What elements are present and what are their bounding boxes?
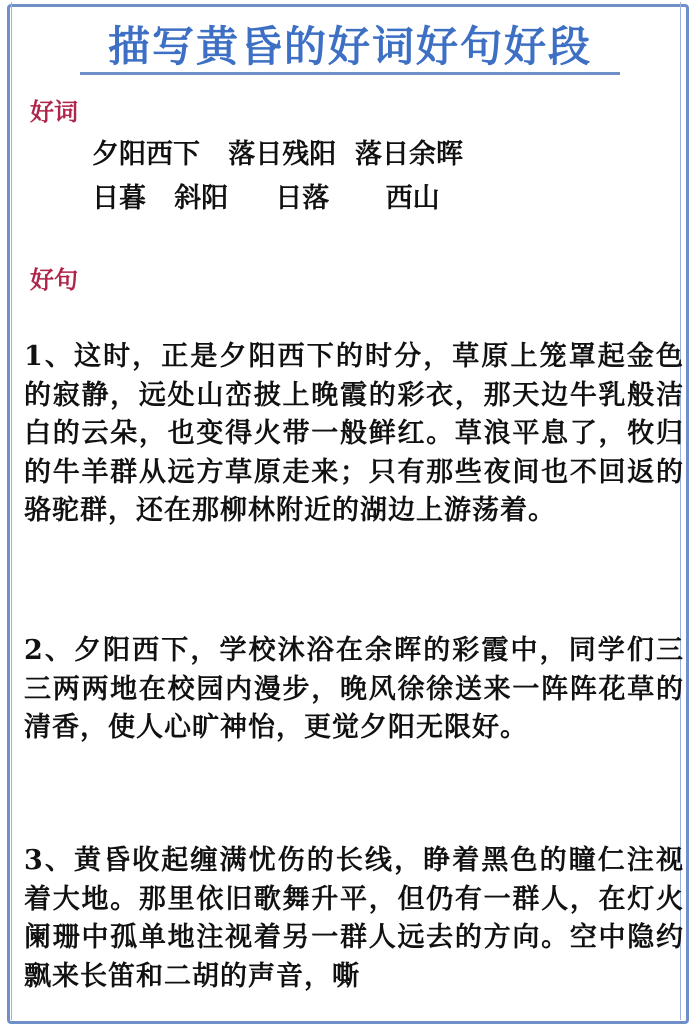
words-heading: 好词 (30, 97, 78, 126)
sentences-heading: 好句 (30, 265, 78, 294)
title-underline (80, 72, 620, 75)
paragraph-3: 3、黄昏收起缠满忧伤的长线，睁着黑色的瞳仁注视着大地。那里依旧歌舞升平，但仍有一群人，在灯火阑珊中孤单地注视着另一群人远去的方向。空中隐约飘来长笛和二胡的声音，嘶 (24, 845, 684, 992)
page-title: 描写黄昏的好词好句好段 (107, 22, 592, 71)
paragraph-1: 1、这时，正是夕阳西下的时分，草原上笼罩起金色的寂静，远处山峦披上晚霞的彩衣，那天边牛乳般洁白的云朵，也变得火带一般鲜红。草浪平息了，牧归的牛羊群从远方草原走来；只有那些夜间也不回返的骆驼群，还在那柳林附近的湖边上游荡着。 (24, 341, 684, 526)
words-row-2: 日暮 斜阳 日落 西山 (92, 183, 440, 214)
paragraph-2: 2、夕阳西下，学校沐浴在余晖的彩霞中，同学们三三两两地在校园内漫步，晚风徐徐送来一阵阵花草的清香，使人心旷神怡，更觉夕阳无限好。 (24, 635, 684, 743)
words-row-1: 夕阳西下 落日残阳 落日余晖 (92, 139, 463, 170)
